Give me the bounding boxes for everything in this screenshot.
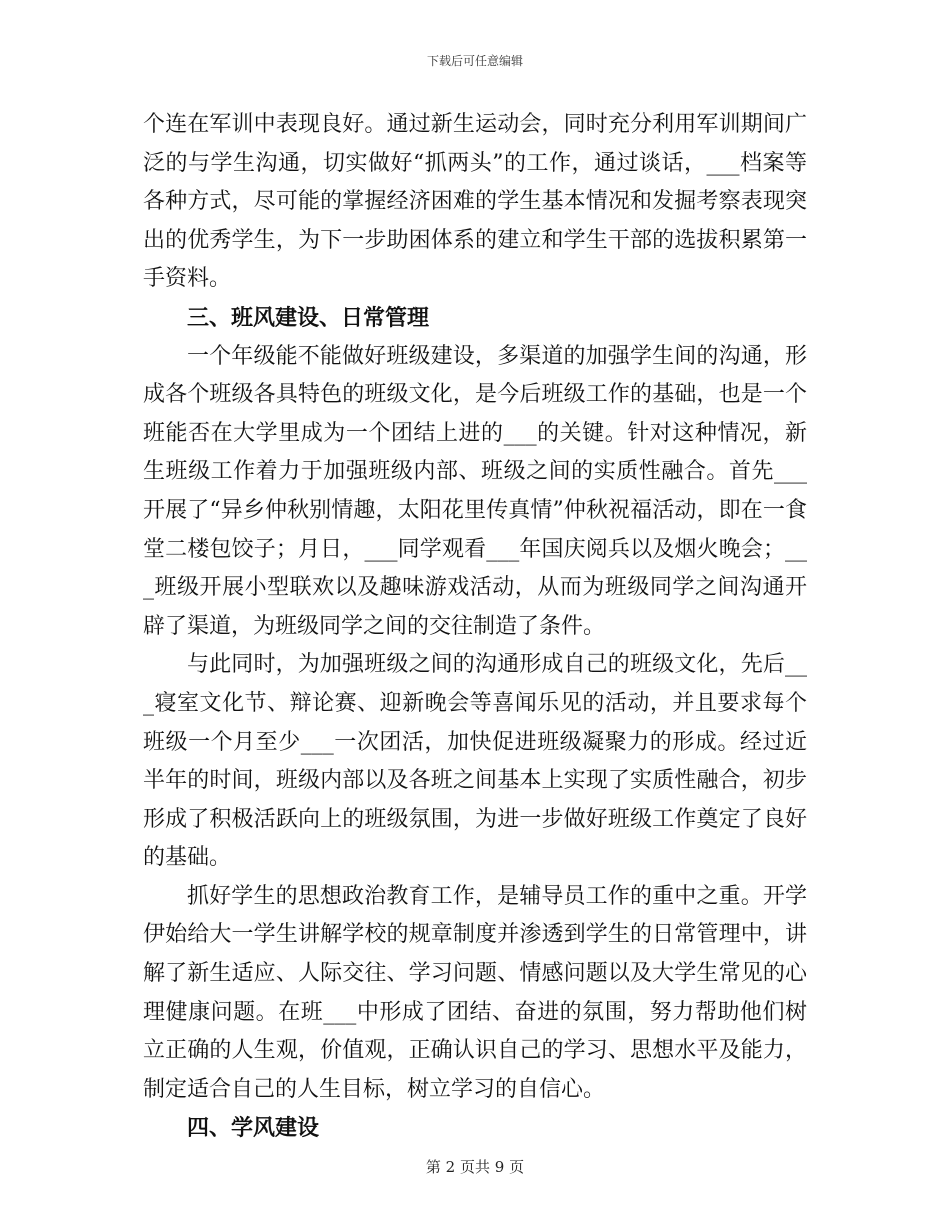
section-heading-4: 四、学风建设 xyxy=(187,1115,320,1142)
page-header: 下载后可任意编辑 xyxy=(426,54,523,68)
document-body xyxy=(143,106,807,1148)
paragraph-class-culture: 与此同时，为加强班级之间的沟通形成自己的班级文化，先后___寝室文化节、辩论赛、迎新晚会等喜闻乐见的活动，并且要求每个班级一个月至少___一次团活，加快促进班级凝聚力的形成。经过近半年的时间，班级内部以及各班之间基本上实现了实质性融合，初步形成了积极活跃向上的班级氛围，为进一步做好班级工作奠定了良好的基础。 xyxy=(143,652,807,871)
paragraph-ideological-education: 抓好学生的思想政治教育工作，是辅导员工作的重中之重。开学伊始给大一学生讲解学校的规章制度并渗透到学生的日常管理中，讲解了新生适应、人际交往、学习问题、情感问题以及大学生常见的心理健康问题。在班___中形成了团结、奋进的氛围，努力帮助他们树立正确的人生观，价值观，正确认识自己的学习、思想水平及能力，制定适合自己的人生目标，树立学习的自信心。 xyxy=(143,883,807,1102)
paragraph-continuation: 个连在军训中表现良好。通过新生运动会，同时充分利用军训期间广泛的与学生沟通，切实做好“抓两头”的工作，通过谈话，___档案等各种方式，尽可能的掌握经济困难的学生基本情况和发掘考察表现突出的优秀学生，为下一步助困体系的建立和学生干部的选拔积累第一手资料。 xyxy=(143,112,807,292)
section-heading-3: 三、班风建设、日常管理 xyxy=(187,304,430,331)
page-number: 第 2 页共 9 页 xyxy=(425,1158,525,1176)
paragraph-class-building: 一个年级能不能做好班级建设，多渠道的加强学生间的沟通，形成各个班级各具特色的班级文化，是今后班级工作的基础，也是一个班能否在大学里成为一个团结上进的___的关键。针对这种情况，新生班级工作着力于加强班级内部、班级之间的实质性融合。首先___开展了“异乡仲秋别情趣，太阳花里传真情”仲秋祝福活动，即在一食堂二楼包饺子；月日，___同学观看___年国庆阅兵以及烟火晚会；___班级开展小型联欢以及趣味游戏活动，从而为班级同学之间沟通开辟了渠道，为班级同学之间的交往制造了条件。 xyxy=(143,343,807,639)
